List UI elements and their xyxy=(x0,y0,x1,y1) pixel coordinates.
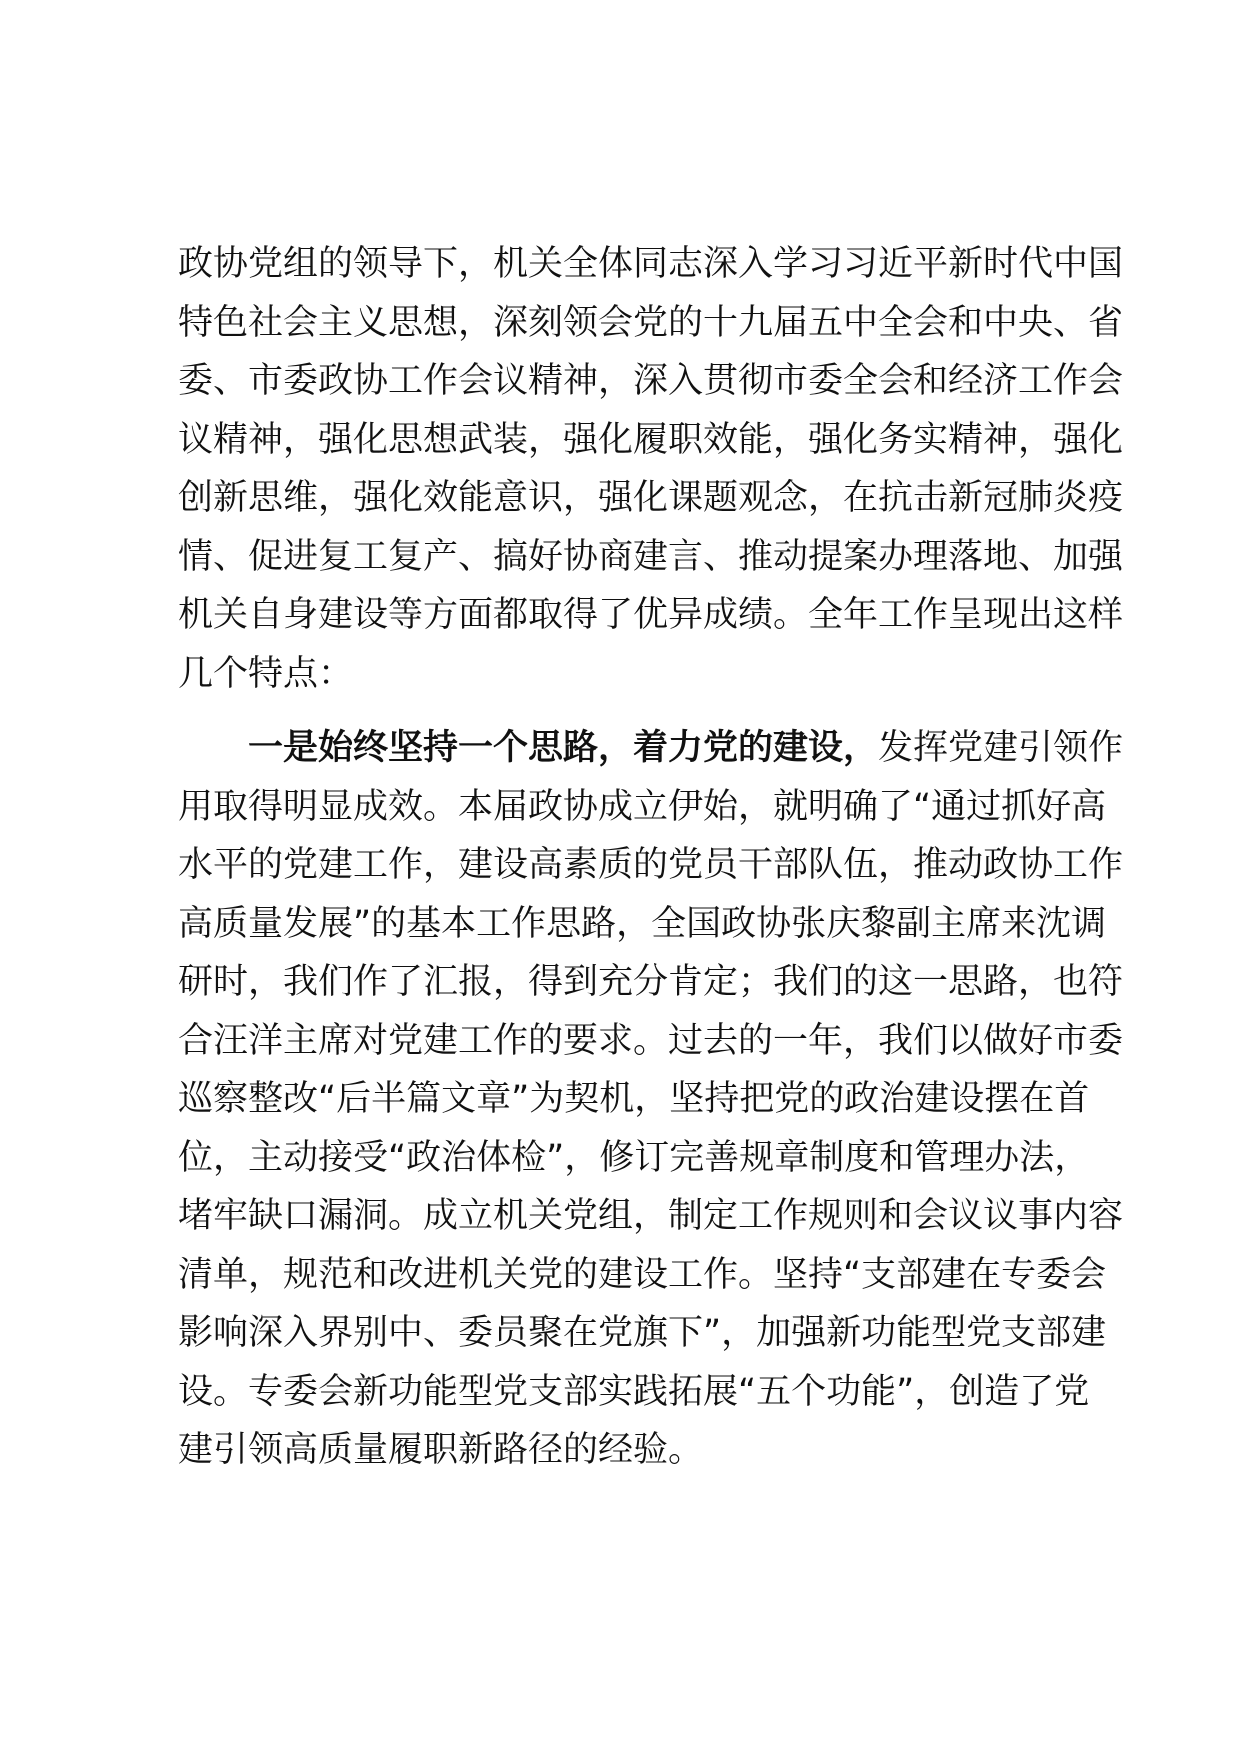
text-line: 情、促进复工复产、搞好协商建言、推动提案办理落地、加强 xyxy=(178,536,1124,577)
body-text xyxy=(178,235,1124,1480)
text-line: 影响深入界别中、委员聚在党旗下”，加强新功能型党支部建 xyxy=(178,1313,1107,1353)
text-line: 合汪洋主席对党建工作的要求。过去的一年，我们以做好市委 xyxy=(178,1020,1124,1061)
paragraph-lead-heading: 一是始终坚持一个思路，着力党的建设， xyxy=(248,728,879,768)
text-line: 清单，规范和改进机关党的建设工作。坚持“支部建在专委会 xyxy=(178,1254,1107,1295)
text-line: 建引领高质量履职新路径的经验。 xyxy=(178,1430,704,1470)
paragraph-2 xyxy=(178,719,1124,1480)
paragraph-1 xyxy=(178,235,1124,703)
text-line: 机关自身建设等方面都取得了优异成绩。全年工作呈现出这样 xyxy=(178,595,1124,635)
text-line-first xyxy=(178,719,1124,778)
text-line: 堵牢缺口漏洞。成立机关党组，制定工作规则和会议议事内容 xyxy=(178,1196,1124,1236)
text-line: 位，主动接受“政治体检”，修订完善规章制度和管理办法， xyxy=(178,1137,1090,1178)
text-line: 委、市委政协工作会议精神，深入贯彻市委全会和经济工作会 xyxy=(178,361,1124,401)
text-line: 研时，我们作了汇报，得到充分肯定；我们的这一思路，也符 xyxy=(178,962,1124,1002)
text-line: 议精神，强化思想武装，强化履职效能，强化务实精神，强化 xyxy=(178,419,1124,460)
text-line: 用取得明显成效。本届政协成立伊始，就明确了“通过抓好高 xyxy=(178,786,1107,827)
text-line: 特色社会主义思想，深刻领会党的十九届五中全会和中央、省 xyxy=(178,302,1124,343)
text-line: 高质量发展”的基本工作思路，全国政协张庆黎副主席来沈调 xyxy=(178,903,1107,944)
text-line: 政协党组的领导下，机关全体同志深入学习习近平新时代中国 xyxy=(178,244,1124,284)
paragraph-spacer xyxy=(178,703,1098,719)
text-line: 几个特点： xyxy=(178,653,354,694)
text-line: 巡察整改“后半篇文章”为契机，坚持把党的政治建设摆在首 xyxy=(178,1079,1090,1119)
text-line: 创新思维，强化效能意识，强化课题观念，在抗击新冠肺炎疫 xyxy=(178,478,1124,518)
text-line: 水平的党建工作，建设高素质的党员干部队伍，推动政协工作 xyxy=(178,845,1124,885)
text-line: 设。专委会新功能型党支部实践拓展“五个功能”，创造了党 xyxy=(178,1371,1090,1412)
first-line-rest: 发挥党建引领作 xyxy=(878,728,1124,768)
